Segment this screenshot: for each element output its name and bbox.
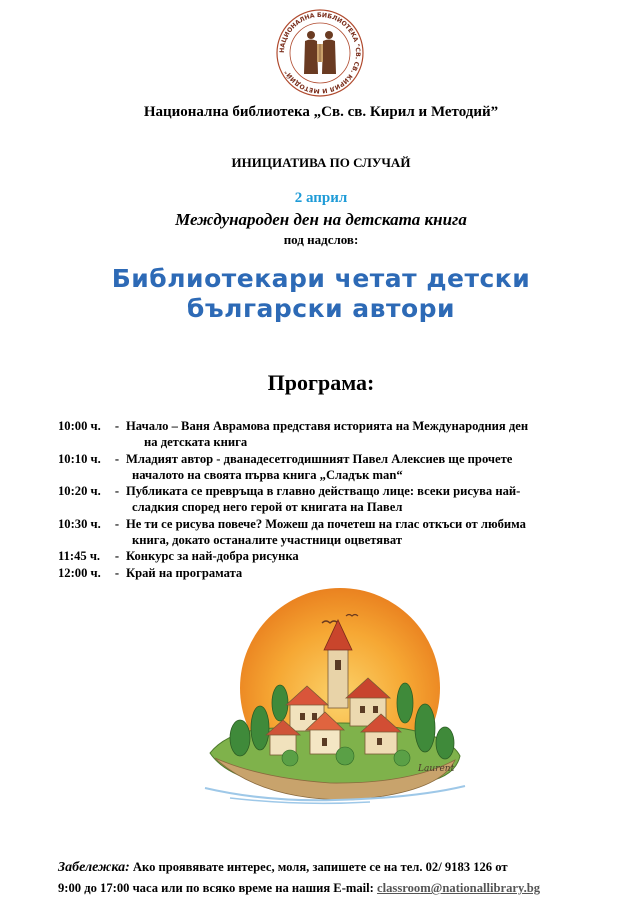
schedule-item	[58, 418, 618, 451]
schedule-description: Край на програмата	[126, 565, 243, 580]
schedule-dash: -	[114, 451, 120, 466]
artist-signature: Laurent	[418, 764, 455, 774]
schedule-line-2: книга, докато останалите участници оцветяват	[132, 533, 403, 548]
schedule-item	[58, 451, 618, 484]
headline-line-1: Библиотекари четат детски	[111, 264, 531, 293]
schedule-time: 10:20 ч.	[58, 484, 101, 499]
schedule-description	[126, 516, 618, 549]
event-headline	[0, 264, 642, 324]
footer-note	[58, 857, 618, 898]
schedule-dash: -	[114, 419, 120, 433]
schedule-time: 12:00 ч.	[58, 565, 101, 580]
logo-ring-text: НАЦИОНАЛНА БИБЛИОТЕКА "СВ. СВ. КИРИЛ И МЕТОДИЙ"	[278, 11, 362, 95]
schedule-description: Конкурс за най-добра рисунка	[126, 549, 299, 564]
schedule-description	[126, 451, 618, 484]
program-schedule	[58, 418, 618, 581]
schedule-line-2: началото на своята първа книга „Сладък man“	[132, 467, 403, 482]
event-occasion: Международен ден на детската книга	[175, 210, 467, 229]
schedule-time: 10:10 ч.	[58, 451, 101, 466]
event-date: 2 април	[294, 190, 348, 206]
headline-line-2: български автори	[186, 294, 456, 323]
library-logo	[275, 8, 365, 98]
schedule-dash: -	[114, 565, 120, 580]
schedule-dash: -	[114, 516, 120, 531]
library-name: Национална библиотека „Св. св. Кирил и Методий”	[143, 104, 499, 120]
schedule-line-1: Публиката се превръща в главно действащо лице: всеки рисува най-	[126, 484, 521, 499]
schedule-dash: -	[114, 549, 120, 564]
email-link[interactable]: classroom@nationallibrary.bg	[377, 881, 541, 895]
schedule-line-1: Не ти се рисува повече? Можеш да почетеш на глас откъси от любима	[126, 516, 526, 531]
schedule-line-2: на детската книга	[144, 435, 248, 450]
village-illustration	[190, 578, 480, 806]
schedule-time: 10:30 ч.	[58, 516, 101, 531]
schedule-line-2: сладкия според него герой от книгата на Павел	[132, 500, 403, 515]
schedule-item	[58, 516, 618, 549]
schedule-line-1: Начало – Ваня Аврамова представя историята на Международния ден	[126, 419, 529, 433]
note-text-2: 9:00 до 17:00 часа или по всяко време на нашия E-mail:	[58, 881, 374, 895]
schedule-line-1: Младият автор - дванадесетгодишният Павел Алексиев ще прочете	[126, 451, 513, 466]
schedule-item	[58, 548, 618, 564]
motto-label: под надслов:	[283, 232, 359, 247]
note-label: Забележка:	[58, 860, 130, 875]
note-text-1: Ако проявявате интерес, моля, запишете се на тел. 02/ 9183 126 от	[132, 860, 508, 874]
schedule-description	[126, 483, 618, 516]
schedule-time: 11:45 ч.	[58, 549, 101, 564]
schedule-time: 10:00 ч.	[58, 419, 101, 433]
schedule-item	[58, 483, 618, 516]
initiative-label: ИНИЦИАТИВА ПО СЛУЧАЙ	[231, 155, 411, 170]
schedule-description	[126, 418, 618, 451]
program-title: Програма:	[267, 370, 375, 395]
schedule-dash: -	[114, 484, 120, 499]
